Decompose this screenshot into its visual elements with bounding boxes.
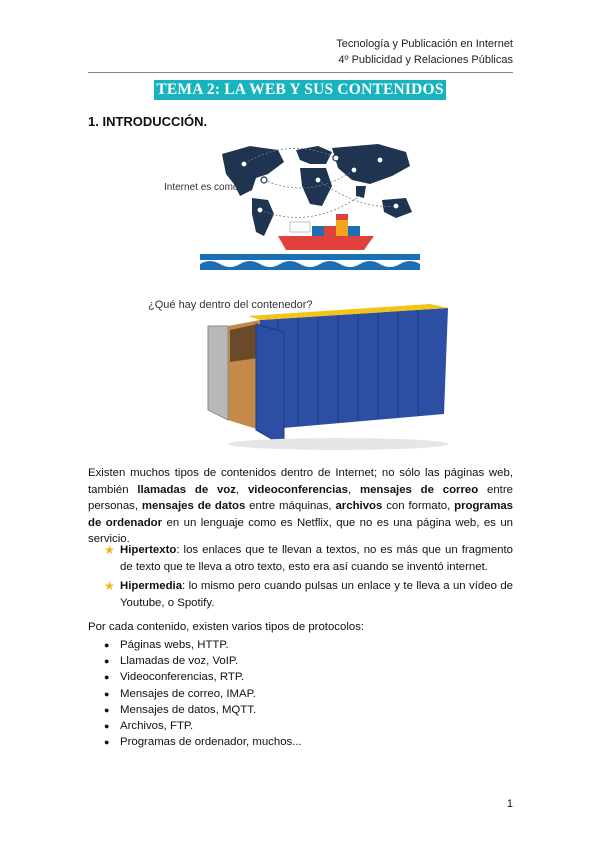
- internet-ship-illustration: [160, 140, 442, 282]
- figure2-caption: ¿Qué hay dentro del contenedor?: [148, 299, 313, 311]
- list-item: ● Mensajes de correo, IMAP.: [104, 686, 302, 702]
- ship-icon: [278, 214, 374, 250]
- list-item: ● Mensajes de datos, MQTT.: [104, 702, 302, 718]
- header-course: Tecnología y Publicación en Internet: [336, 38, 513, 50]
- header-degree: 4º Publicidad y Relaciones Públicas: [338, 54, 513, 66]
- list-item: ● Llamadas de voz, VoIP.: [104, 653, 302, 669]
- bullet-hipermedia: ★ Hipermedia: lo mismo pero cuando pulsas un enlace y te lleva a un vídeo de Youtube, o Spotify.: [104, 579, 513, 609]
- figure1-caption: Internet es como...: [164, 182, 247, 193]
- title-row: [0, 80, 600, 100]
- document-header: [336, 36, 513, 68]
- container-illustration: [148, 296, 448, 460]
- star-icon: ★: [104, 579, 115, 593]
- container-shadow: [228, 438, 448, 450]
- protocols-list: [104, 637, 302, 750]
- page-title: TEMA 2: LA WEB Y SUS CONTENIDOS: [156, 81, 444, 98]
- list-item: ● Programas de ordenador, muchos...: [104, 734, 302, 750]
- list-item: ● Videoconferencias, RTP.: [104, 669, 302, 685]
- world-map-icon: [222, 144, 412, 236]
- section-heading: 1. INTRODUCCIÓN.: [88, 114, 208, 129]
- sea-waves: [200, 254, 420, 270]
- container-icon: [208, 304, 448, 446]
- header-divider: [88, 72, 513, 73]
- list-item: ● Archivos, FTP.: [104, 718, 302, 734]
- protocols-intro: Por cada contenido, existen varios tipos de protocolos:: [88, 621, 365, 633]
- star-icon: ★: [104, 543, 115, 557]
- bullet-hipertexto: ★ Hipertexto: los enlaces que te llevan a textos, no es más que un fragmento de texto que te lleva a otro texto, esto era así cuando se inventó internet.: [104, 543, 513, 573]
- intro-paragraph: Existen muchos tipos de contenidos dentro de Internet; no sólo las páginas web, también llamadas de voz, videoconferencias, mensajes de correo entre personas, mensajes de datos entre máquinas, archivos con formato, programas de ordenador en un lenguaje como es Netflix, que no es una página web, es un servicio.: [88, 467, 513, 546]
- page-number: 1: [506, 798, 513, 810]
- list-item: ● Páginas webs, HTTP.: [104, 637, 302, 653]
